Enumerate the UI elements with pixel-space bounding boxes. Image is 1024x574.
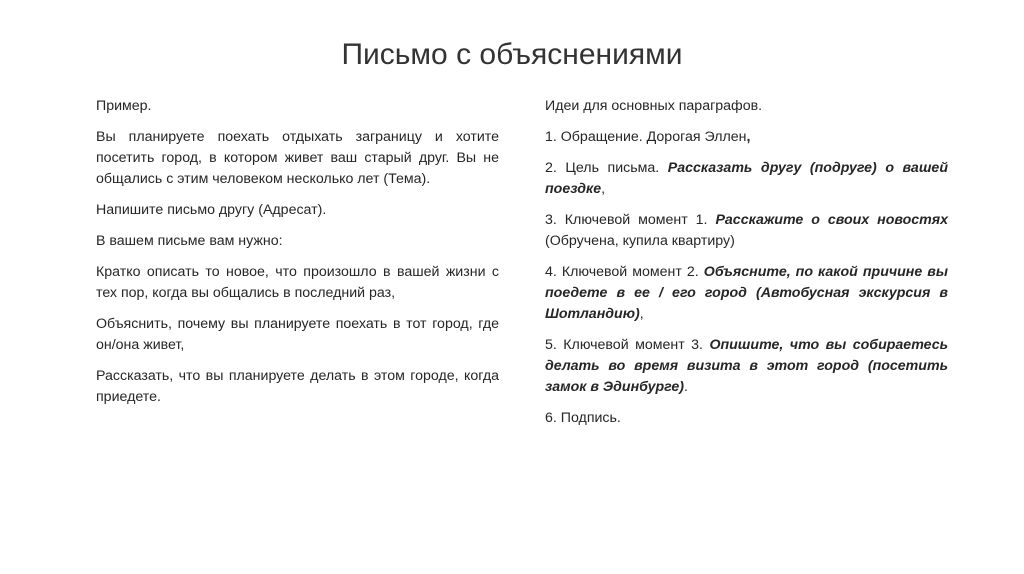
example-column	[96, 96, 499, 418]
idea-key-point-3-label: 5. Ключевой момент 3.	[545, 337, 710, 353]
idea-key-point-2	[545, 262, 948, 325]
idea-purpose-label: 2. Цель письма.	[545, 160, 668, 176]
idea-key-point-3	[545, 335, 948, 398]
idea-key-point-2-text: Объясните, по какой причине вы поедете в ее / его город (Автобусная экскурсия в Шотландию)	[545, 264, 948, 322]
idea-signature: 6. Подпись.	[545, 410, 621, 426]
addressee-instruction: Напишите письмо другу (Адресат).	[96, 202, 327, 218]
requirement-plans: Рассказать, что вы планируете делать в этом городе, когда приедете.	[96, 368, 499, 405]
requirement-news: Кратко описать то новое, что произошло в вашей жизни с тех пор, когда вы общались в последний раз,	[96, 264, 499, 301]
ideas-heading: Идеи для основных параграфов.	[545, 98, 763, 114]
idea-key-point-1-label: 3. Ключевой момент 1.	[545, 212, 716, 228]
idea-purpose-text: Рассказать другу (подруге) о вашей поездке	[545, 160, 948, 197]
task-description: Вы планируете поехать отдыхать заграницу и хотите посетить город, в котором живет ваш старый друг. Вы не общались с этим человеком несколько лет (Тема).	[96, 129, 499, 187]
idea-key-point-1-text: Расскажите о своих новостях	[715, 212, 948, 228]
requirement-reason: Объяснить, почему вы планируете поехать в тот город, где он/она живет,	[96, 316, 499, 353]
requirements-intro: В вашем письме вам нужно:	[96, 233, 283, 249]
idea-key-point-2-end: ,	[639, 306, 644, 322]
idea-purpose-end: ,	[601, 181, 606, 197]
idea-greeting-comma: ,	[746, 129, 751, 145]
idea-key-point-1-end: (Обручена, купила квартиру)	[545, 233, 735, 249]
slide-title: Письмо с объяснениями	[341, 38, 683, 71]
idea-greeting-text: 1. Обращение. Дорогая Эллен	[545, 129, 747, 145]
idea-greeting	[545, 127, 948, 148]
idea-purpose	[545, 158, 948, 200]
idea-key-point-1	[545, 210, 948, 252]
example-label: Пример.	[96, 98, 152, 114]
idea-key-point-3-end: .	[683, 379, 688, 395]
idea-key-point-3-text: Опишите, что вы собираетесь делать во время визита в этот город (посетить замок в Эдинбурге)	[545, 337, 949, 395]
idea-key-point-2-label: 4. Ключевой момент 2.	[545, 264, 704, 280]
ideas-column	[545, 96, 948, 439]
